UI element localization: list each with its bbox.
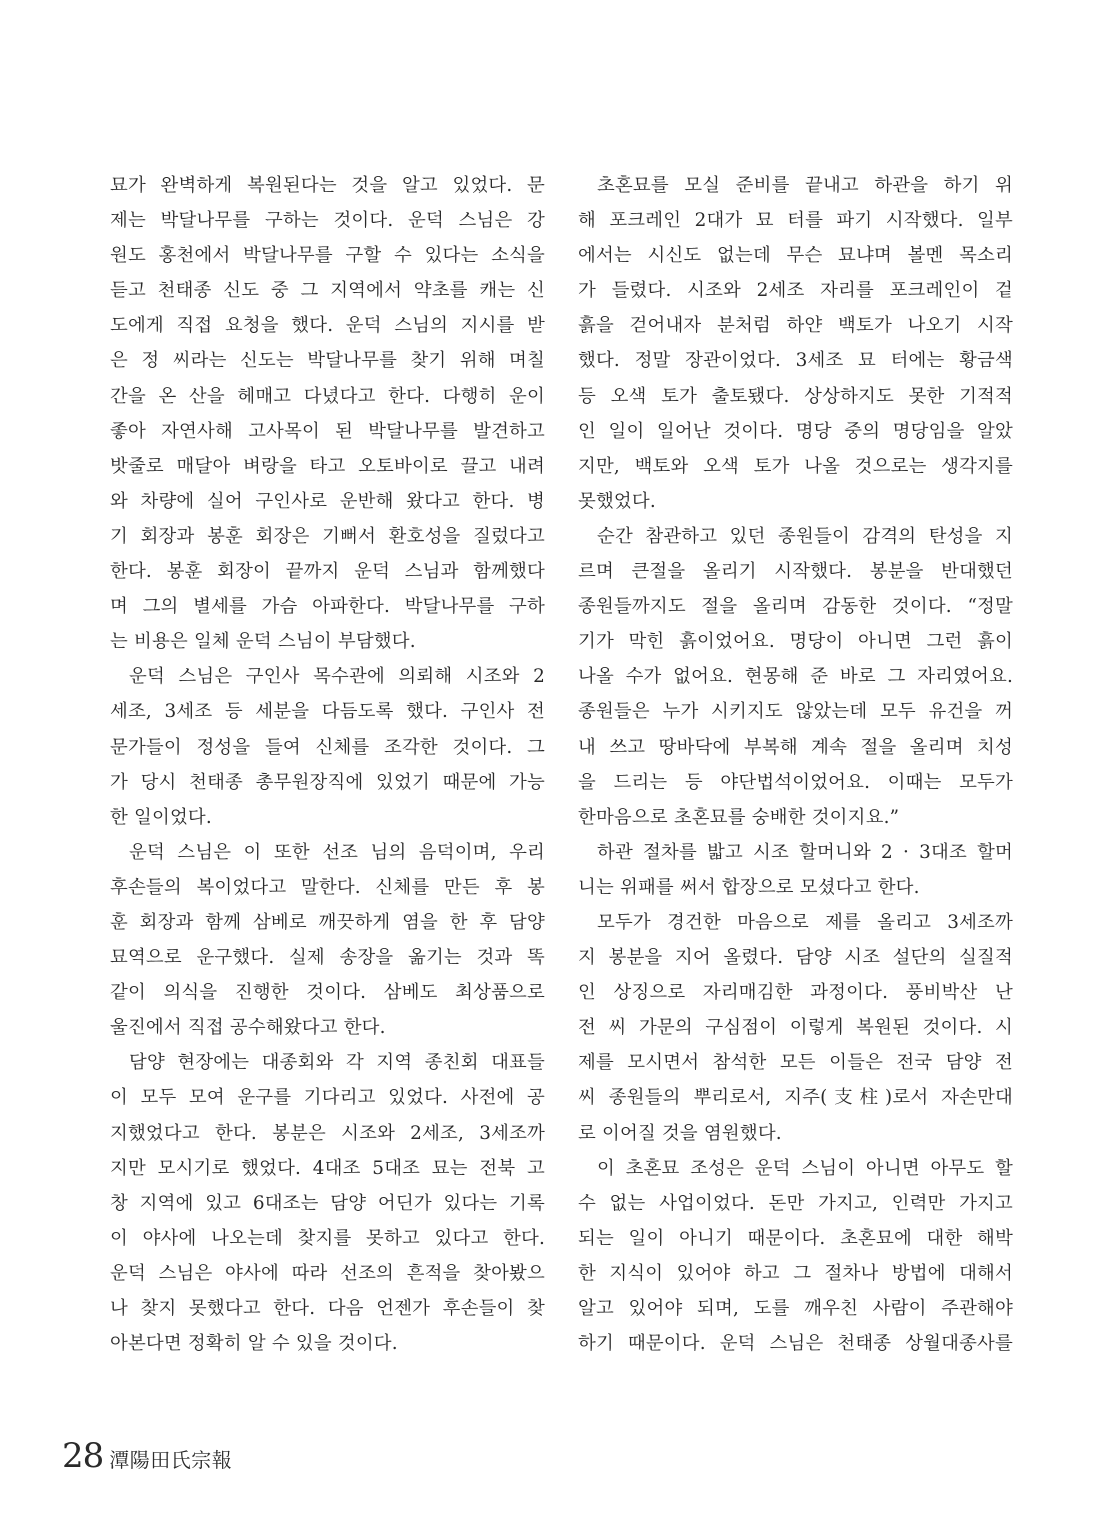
- text-line: 에서는 시신도 없는데 무슨 묘냐며 볼멘 목소리: [578, 245, 1013, 267]
- text-line: 내 쓰고 땅바닥에 부복해 계속 절을 올리며 치성: [578, 736, 1013, 758]
- left-column: [110, 168, 545, 1361]
- text-line: 는 비용은 일체 운덕 스님이 부담했다.: [110, 631, 416, 653]
- text-line: 순간 참관하고 있던 종원들이 감격의 탄성을 지: [597, 525, 1013, 547]
- text-line: 하관 절차를 밟고 시조 할머니와 2 · 3대조 할머: [597, 841, 1013, 863]
- text-line: 지만 모시기로 했었다. 4대조 5대조 묘는 전북 고: [110, 1157, 545, 1179]
- text-line: 한다. 봉훈 회장이 끝까지 운덕 스님과 함께했다: [110, 561, 545, 583]
- text-line: 운덕 스님은 이 또한 선조 님의 음덕이며, 우리: [129, 841, 545, 863]
- text-line: 지했었다고 한다. 봉분은 시조와 2세조, 3세조까: [110, 1122, 545, 1144]
- text-line: 한마음으로 초혼묘를 숭배한 것이지요.”: [578, 806, 900, 828]
- text-line: 문가들이 정성을 들여 신체를 조각한 것이다. 그: [110, 736, 545, 758]
- text-line: 듣고 천태종 신도 중 그 지역에서 약초를 캐는 신: [110, 280, 545, 302]
- text-line: 해 포크레인 2대가 묘 터를 파기 시작했다. 일부: [578, 210, 1013, 232]
- text-line: 나올 수가 없어요. 현몽해 준 바로 그 자리였어요.: [578, 666, 1013, 688]
- text-line: 담양 현장에는 대종회와 각 지역 종친회 대표들: [129, 1052, 545, 1074]
- text-line: 씨 종원들의 뿌리로서, 지주(支柱)로서 자손만대: [578, 1087, 1013, 1109]
- text-line: 세조, 3세조 등 세분을 다듬도록 했다. 구인사 전: [110, 701, 545, 723]
- text-line: 종원들은 누가 시키지도 않았는데 모두 유건을 꺼: [578, 701, 1013, 723]
- text-line: 묘가 완벽하게 복원된다는 것을 알고 있었다. 문: [110, 175, 545, 196]
- right-column: [578, 168, 1013, 1361]
- text-line: 후손들의 복이었다고 말한다. 신체를 만든 후 봉: [110, 876, 545, 898]
- text-line: 같이 의식을 진행한 것이다. 삼베도 최상품으로: [110, 982, 545, 1004]
- text-line: 을 드리는 등 야단법석이었어요. 이때는 모두가: [578, 771, 1013, 793]
- text-line: 하기 때문이다. 운덕 스님은 천태종 상월대종사를: [578, 1333, 1013, 1355]
- text-line: 기 회장과 봉훈 회장은 기뻐서 환호성을 질렀다고: [110, 525, 545, 547]
- text-line: 못했었다.: [578, 490, 656, 512]
- text-line: 지만, 백토와 오색 토가 나올 것으로는 생각지를: [578, 455, 1013, 477]
- text-line: 했다. 정말 장관이었다. 3세조 묘 터에는 황금색: [578, 350, 1013, 372]
- text-line: 가 들렸다. 시조와 2세조 자리를 포크레인이 겉: [578, 280, 1013, 302]
- text-line: 가 당시 천태종 총무원장직에 있었기 때문에 가능: [110, 771, 545, 793]
- text-line: 한 일이었다.: [110, 806, 212, 828]
- text-line: 이 초혼묘 조성은 운덕 스님이 아니면 아무도 할: [597, 1157, 1013, 1179]
- text-line: 울진에서 직접 공수해왔다고 한다.: [110, 1017, 386, 1039]
- text-line: 운덕 스님은 구인사 목수관에 의뢰해 시조와 2: [129, 666, 545, 688]
- text-line: 나 찾지 못했다고 한다. 다음 언젠가 후손들이 찾: [110, 1298, 545, 1319]
- text-line: 모두가 경건한 마음으로 제를 올리고 3세조까: [597, 911, 1013, 933]
- text-line: 간을 온 산을 헤매고 다녔다고 한다. 다행히 운이: [110, 385, 545, 407]
- text-line: 운덕 스님은 야사에 따라 선조의 흔적을 찾아봤으: [110, 1262, 545, 1284]
- text-line: 르며 큰절을 올리기 시작했다. 봉분을 반대했던: [578, 561, 1013, 583]
- text-line: 기가 막힌 흙이었어요. 명당이 아니면 그런 흙이: [578, 631, 1013, 653]
- text-line: 와 차량에 실어 구인사로 운반해 왔다고 한다. 병: [110, 490, 545, 512]
- text-line: 도에게 직접 요청을 했다. 운덕 스님의 지시를 받: [110, 315, 545, 337]
- text-line: 니는 위패를 써서 합장으로 모셨다고 한다.: [578, 876, 920, 898]
- text-line: 창 지역에 있고 6대조는 담양 어딘가 있다는 기록: [110, 1192, 545, 1214]
- text-line: 종원들까지도 절을 올리며 감동한 것이다. “정말: [578, 596, 1013, 618]
- text-line: 등 오색 토가 출토됐다. 상상하지도 못한 기적적: [578, 385, 1013, 407]
- text-line: 수 없는 사업이었다. 돈만 가지고, 인력만 가지고: [578, 1192, 1013, 1214]
- page-footer: [62, 1436, 232, 1478]
- text-line: 좋아 자연사해 고사목이 된 박달나무를 발견하고: [110, 420, 545, 442]
- page-number: 28: [62, 1436, 104, 1476]
- text-line: 제는 박달나무를 구하는 것이다. 운덕 스님은 강: [110, 210, 545, 232]
- text-line: 묘역으로 운구했다. 실제 송장을 옮기는 것과 똑: [110, 947, 545, 969]
- text-line: 한 지식이 있어야 하고 그 절차나 방법에 대해서: [578, 1262, 1013, 1284]
- text-line: 로 이어질 것을 염원했다.: [578, 1122, 782, 1144]
- text-line: 은 정 씨라는 신도는 박달나무를 찾기 위해 며칠: [110, 350, 545, 372]
- text-line: 지 봉분을 지어 올렸다. 담양 시조 설단의 실질적: [578, 947, 1013, 969]
- publication-title: 潭陽田氏宗報: [109, 1448, 233, 1472]
- text-line: 아본다면 정확히 알 수 있을 것이다.: [110, 1333, 398, 1355]
- text-line: 원도 홍천에서 박달나무를 구할 수 있다는 소식을: [110, 245, 545, 267]
- text-line: 인 상징으로 자리매김한 과정이다. 풍비박산 난: [578, 982, 1013, 1004]
- text-line: 제를 모시면서 참석한 모든 이들은 전국 담양 전: [578, 1052, 1013, 1074]
- text-line: 밧줄로 매달아 벼랑을 타고 오토바이로 끌고 내려: [110, 455, 545, 477]
- text-line: 이 야사에 나오는데 찾지를 못하고 있다고 한다.: [110, 1227, 545, 1249]
- text-line: 초혼묘를 모실 준비를 끝내고 하관을 하기 위: [597, 175, 1013, 196]
- text-line: 흙을 걷어내자 분처럼 하얀 백토가 나오기 시작: [578, 315, 1013, 337]
- text-line: 인 일이 일어난 것이다. 명당 중의 명당임을 알았: [578, 420, 1013, 442]
- text-line: 되는 일이 아니기 때문이다. 초혼묘에 대한 해박: [578, 1227, 1013, 1249]
- text-line: 전 씨 가문의 구심점이 이렇게 복원된 것이다. 시: [578, 1017, 1013, 1039]
- text-line: 이 모두 모여 운구를 기다리고 있었다. 사전에 공: [110, 1087, 545, 1109]
- text-line: 알고 있어야 되며, 도를 깨우친 사람이 주관해야: [578, 1298, 1013, 1319]
- text-line: 며 그의 별세를 가슴 아파한다. 박달나무를 구하: [110, 596, 545, 618]
- text-line: 훈 회장과 함께 삼베로 깨끗하게 염을 한 후 담양: [110, 911, 545, 933]
